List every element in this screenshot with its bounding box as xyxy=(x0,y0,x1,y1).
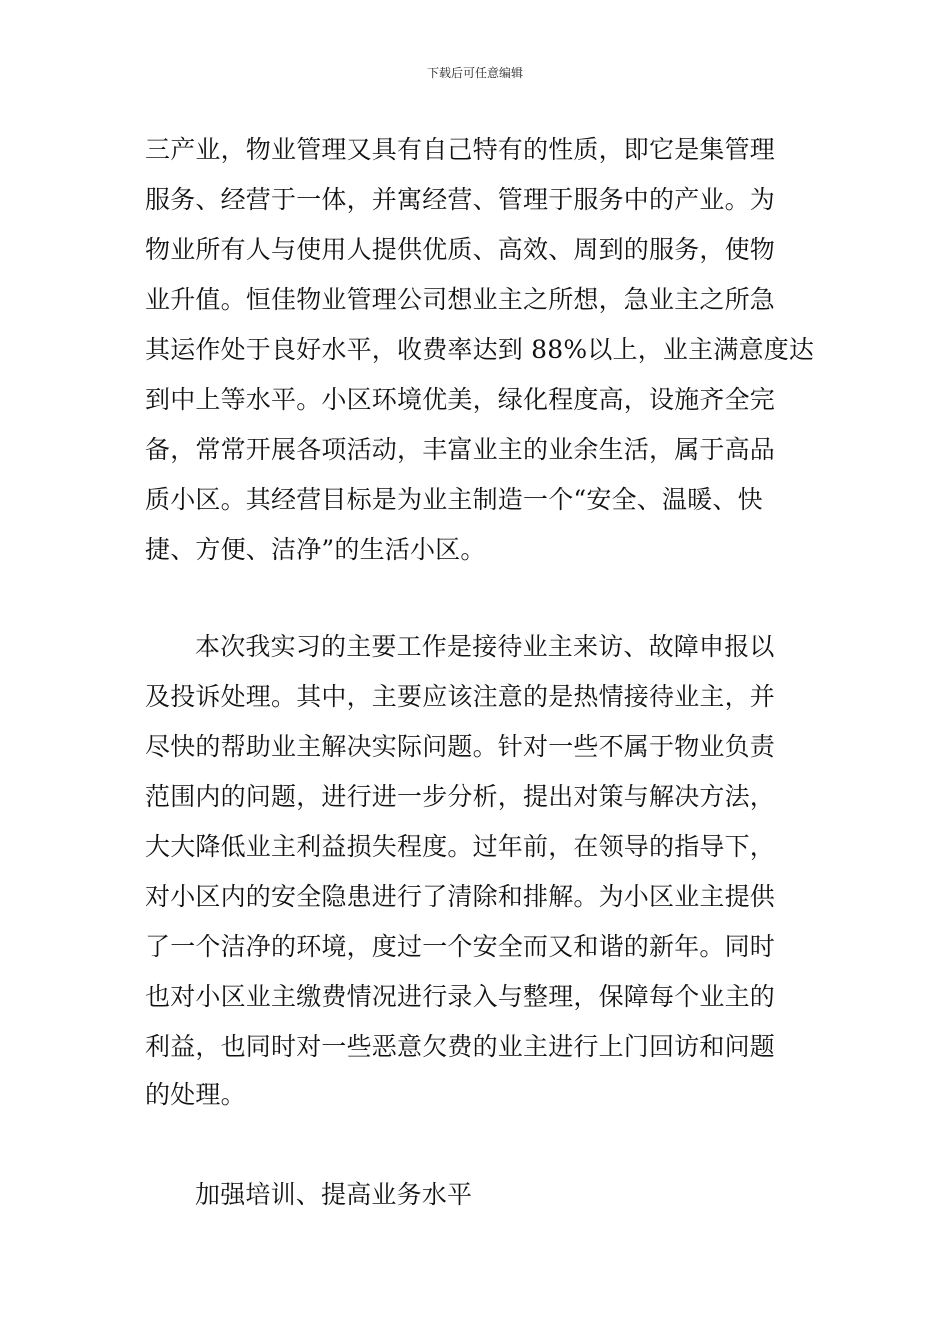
text-line: 本次我实习的主要工作是接待业主来访、故障申报以 xyxy=(195,632,775,661)
section-heading-text: 加强培训、提高业务水平 xyxy=(195,1180,473,1209)
text-line: 范围内的问题，进行进一步分析，提出对策与解决方法， xyxy=(145,782,776,811)
page-header: 下载后可任意编辑 xyxy=(426,66,523,80)
text-line: 物业所有人与使用人提供优质、高效、周到的服务，使物 xyxy=(145,235,776,264)
text-line: 质小区。其经营目标是为业主制造一个“安全、温暖、快 xyxy=(145,485,763,514)
text-line: 了一个洁净的环境，度过一个安全而又和谐的新年。同时 xyxy=(145,932,776,961)
text-line: 也对小区业主缴费情况进行录入与整理，保障每个业主的 xyxy=(145,982,776,1011)
text-line: 业升值。恒佳物业管理公司想业主之所想，急业主之所急 xyxy=(145,285,776,314)
text-line: 大大降低业主利益损失程度。过年前，在领导的指导下， xyxy=(145,832,776,861)
text-line: 备，常常开展各项活动，丰富业主的业余生活，属于高品 xyxy=(145,435,776,464)
text-line: 其运作处于良好水平，收费率达到 88%以上，业主满意度达 xyxy=(145,335,815,364)
text-line: 对小区内的安全隐患进行了清除和排解。为小区业主提供 xyxy=(145,882,776,911)
text-line: 服务、经营于一体，并寓经营、管理于服务中的产业。为 xyxy=(145,185,776,214)
text-line: 三产业，物业管理又具有自己特有的性质，即它是集管理 xyxy=(145,135,776,164)
text-line: 利益，也同时对一些恶意欠费的业主进行上门回访和问题 xyxy=(145,1032,776,1061)
text-line: 捷、方便、洁净”的生活小区。 xyxy=(145,535,486,564)
text-line: 尽快的帮助业主解决实际问题。针对一些不属于物业负责 xyxy=(145,732,776,761)
text-line: 的处理。 xyxy=(145,1080,246,1109)
text-line: 及投诉处理。其中，主要应该注意的是热情接待业主，并 xyxy=(145,682,776,711)
text-line: 到中上等水平。小区环境优美，绿化程度高，设施齐全完 xyxy=(145,385,776,414)
